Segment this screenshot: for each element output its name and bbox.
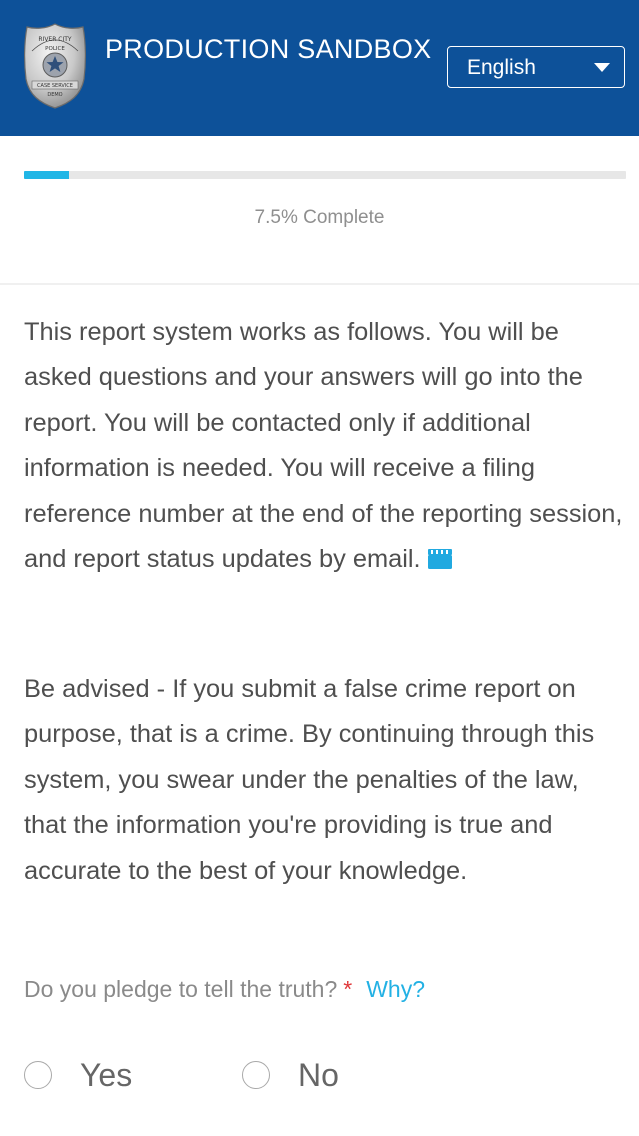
question-text: Do you pledge to tell the truth? (24, 976, 338, 1002)
language-select-value: English (467, 56, 536, 79)
svg-text:POLICE: POLICE (45, 46, 65, 52)
svg-text:CASE SERVICE: CASE SERVICE (37, 83, 73, 89)
app-title: PRODUCTION SANDBOX (105, 34, 432, 64)
required-marker: * (343, 976, 353, 1002)
radio-circle-no[interactable] (242, 1061, 270, 1089)
radio-label-no[interactable]: No (298, 1056, 339, 1093)
police-badge-logo (24, 23, 86, 109)
video-clapper-icon[interactable] (427, 548, 453, 570)
chevron-down-icon (594, 63, 610, 72)
section-divider (0, 283, 639, 285)
intro-text: This report system works as follows. You will be asked questions and your answers will go into the report. You will be contacted only if additional information is needed. You will receive a filing reference number at the end of the reporting session, and report status updates by email. (24, 318, 623, 574)
radio-option-no[interactable] (242, 1056, 339, 1094)
radio-option-yes[interactable] (24, 1056, 132, 1094)
radio-label-yes[interactable]: Yes (80, 1056, 133, 1093)
svg-text:DEMO: DEMO (47, 92, 63, 98)
radio-circle-yes[interactable] (24, 1061, 52, 1089)
progress-bar-fill (24, 171, 69, 179)
progress-label: 7.5% Complete (254, 207, 385, 228)
svg-text:RIVER CITY: RIVER CITY (38, 36, 72, 43)
progress-bar (24, 171, 626, 179)
intro-paragraph (24, 310, 628, 582)
app-header (0, 0, 639, 136)
why-link[interactable]: Why? (366, 976, 426, 1002)
language-select[interactable] (447, 46, 625, 88)
advisory-paragraph: Be advised - If you submit a false crime report on purpose, that is a crime. By continuing through this system, you swear under the penalties of the law, that the information you're providing is true and accurate to the best of your knowledge. (24, 675, 595, 885)
pledge-question (24, 976, 425, 1003)
